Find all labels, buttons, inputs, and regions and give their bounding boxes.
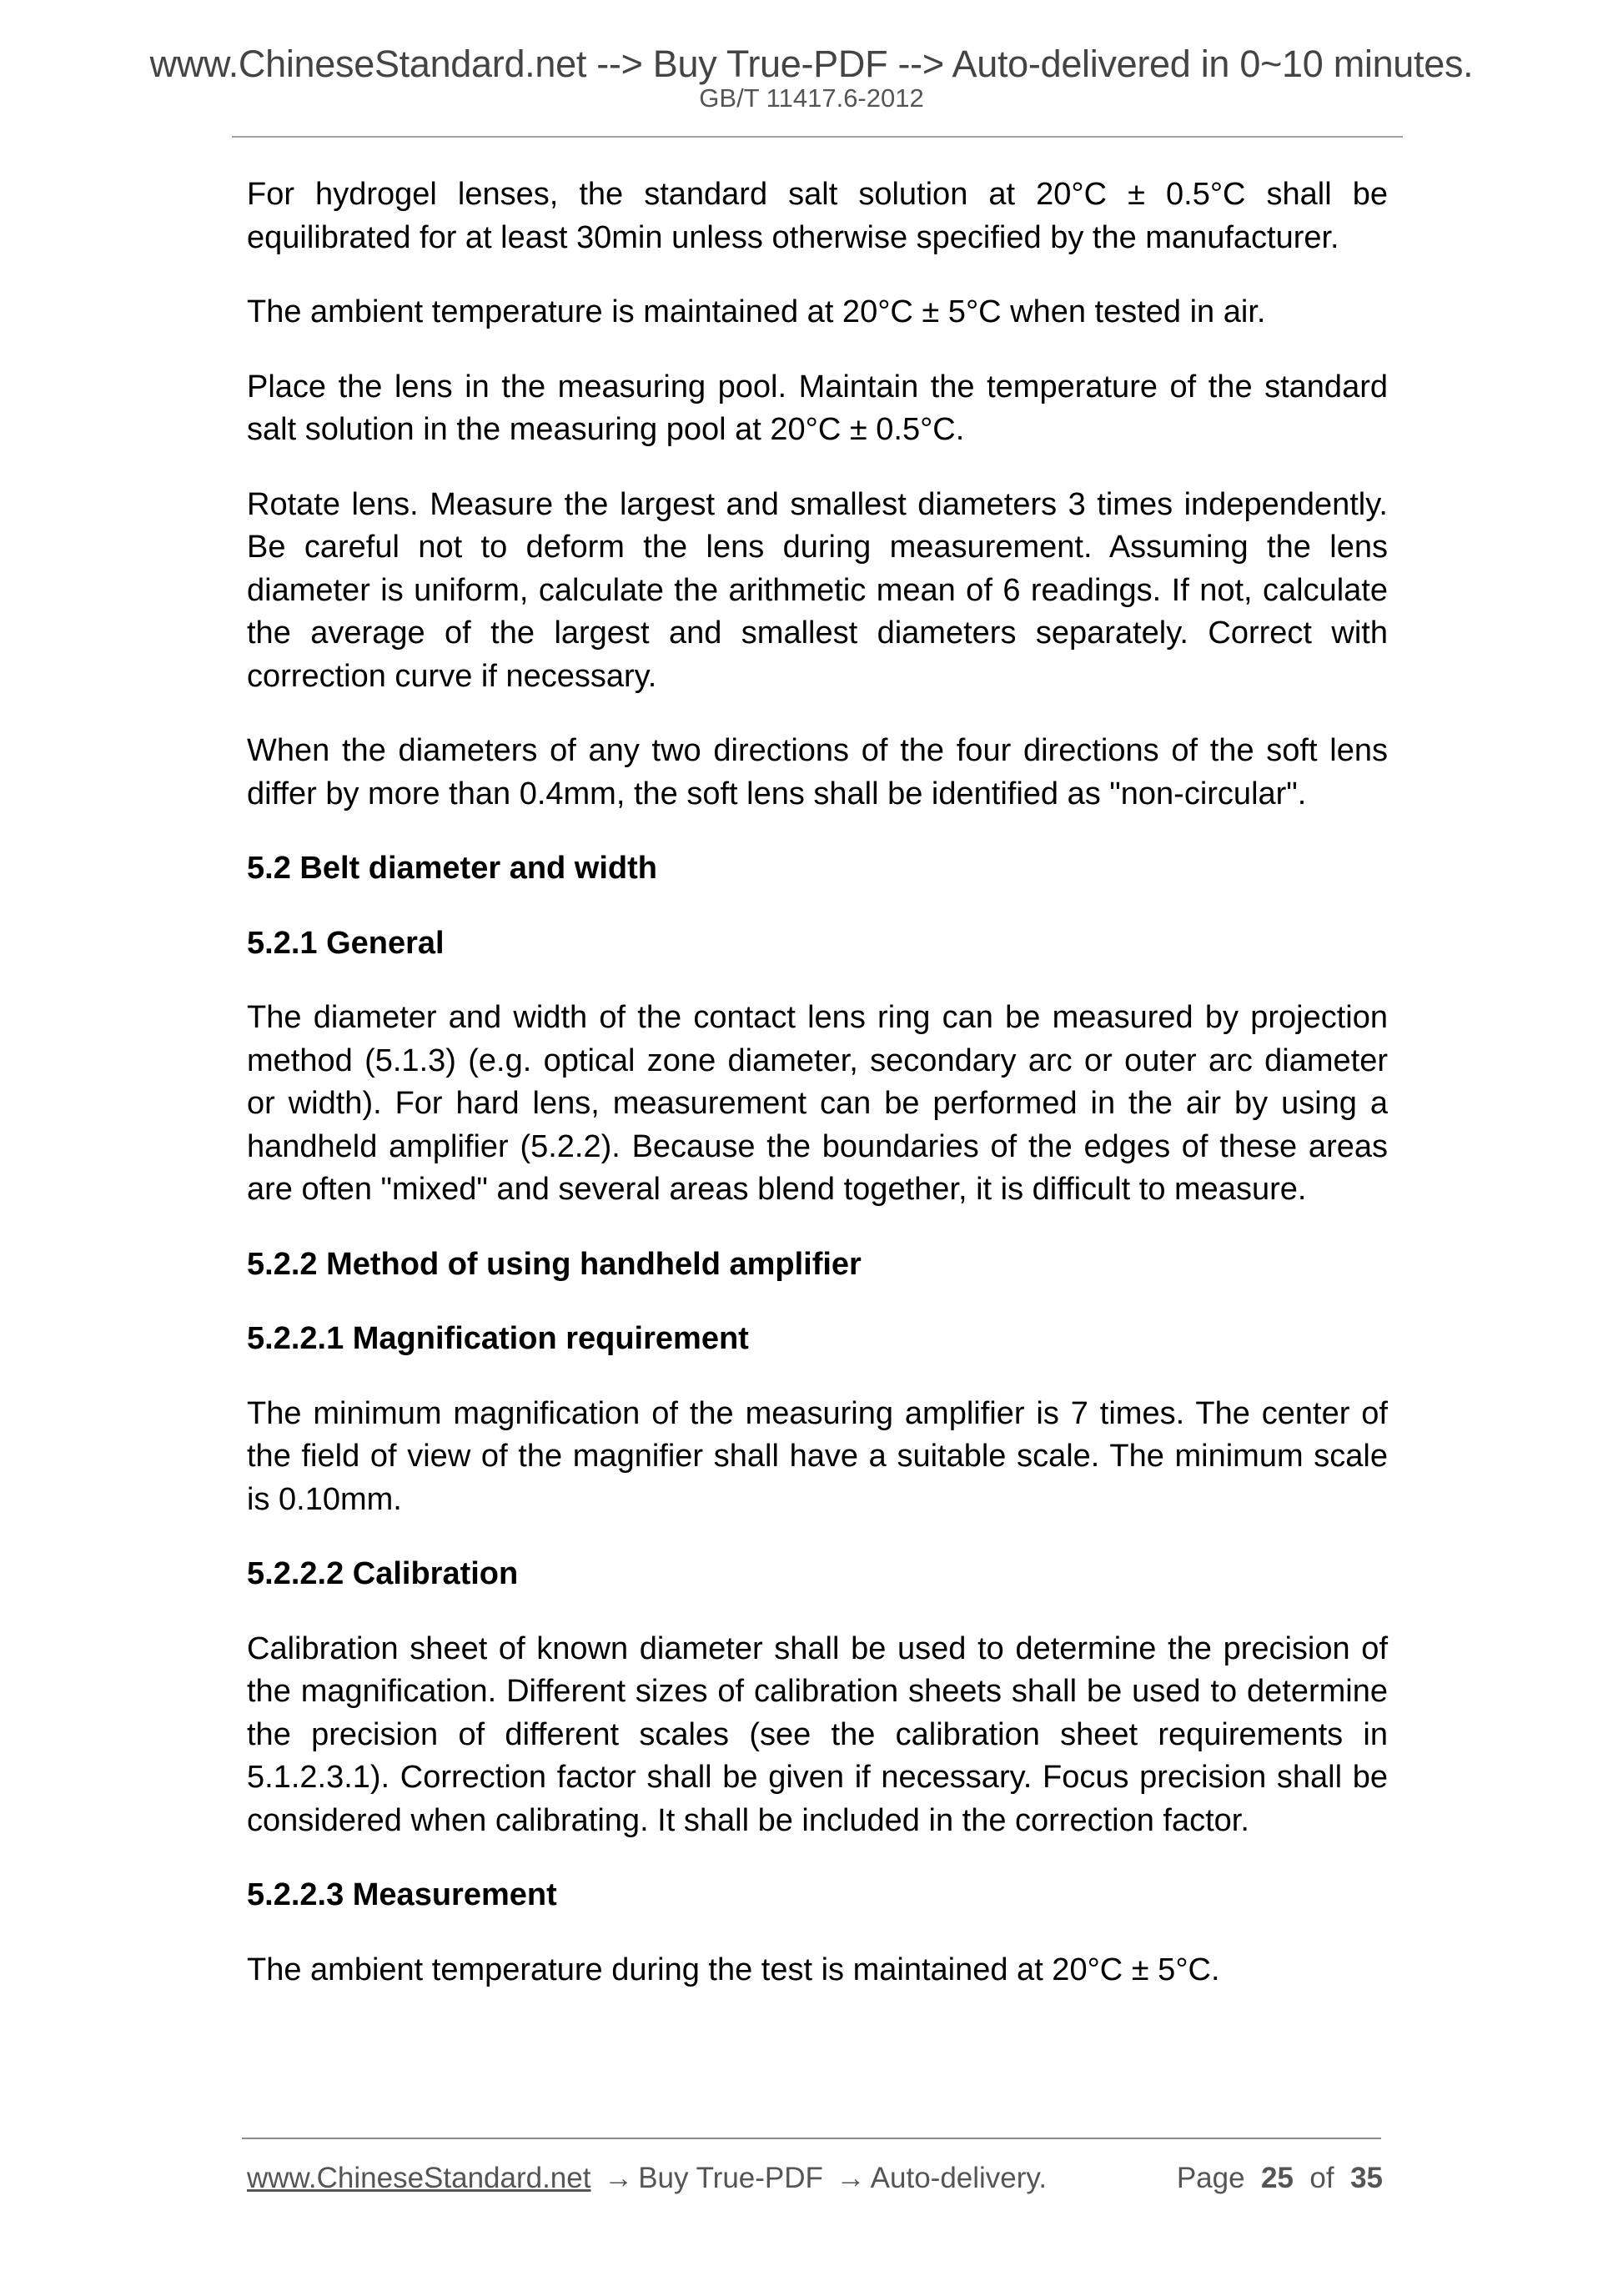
page-current: 25 xyxy=(1261,2162,1294,2194)
paragraph: The ambient temperature during the test is maintained at 20°C ± 5°C. xyxy=(247,1952,1220,1987)
footer-divider xyxy=(242,2138,1381,2139)
paragraph: The ambient temperature is maintained at 20°C ± 5°C when tested in air. xyxy=(247,294,1266,329)
header-divider xyxy=(232,136,1403,138)
section-heading: 5.2.2 Method of using handheld amplifier xyxy=(247,1246,862,1282)
document-id: GB/T 11417.6-2012 xyxy=(699,83,924,113)
page-of-label: of xyxy=(1309,2162,1334,2194)
footer-promo xyxy=(247,2159,1047,2198)
paragraph: When the diameters of any two directions of the four directions of the soft lens differ by more than 0.4mm, the soft lens shall be identified as "non-circular". xyxy=(247,733,1388,811)
paragraph: The diameter and width of the contact lens ring can be measured by projection method (5.1.3) (e.g. optical zone diameter, secondary arc or outer arc diameter or width). For hard lens, measurement can be performed in the air by using a handheld amplifier (5.2.2). Because the boundaries of the edges of these areas are often "mixed" and several areas blend together, it is difficult to measure. xyxy=(247,1000,1388,1207)
section-heading: 5.2.1 General xyxy=(247,925,445,961)
section-heading: 5.2.2.2 Calibration xyxy=(247,1556,519,1591)
section-heading: 5.2.2.1 Magnification requirement xyxy=(247,1321,749,1356)
page-number xyxy=(1177,2159,1383,2198)
header-banner: www.ChineseStandard.net --> Buy True-PDF --> Auto-delivered in 0~10 minutes. xyxy=(149,43,1474,85)
footer-buy-text: Buy True-PDF xyxy=(638,2162,823,2194)
paragraph: Place the lens in the measuring pool. Maintain the temperature of the standard salt solution in the measuring pool at 20°C ± 0.5°C. xyxy=(247,369,1388,447)
section-heading: 5.2 Belt diameter and width xyxy=(247,851,657,886)
site-link[interactable]: www.ChineseStandard.net xyxy=(247,2162,591,2194)
arrow-right-icon: → xyxy=(836,2162,866,2194)
paragraph: Calibration sheet of known diameter shall be used to determine the precision of the magnification. Different sizes of calibration sheets shall be used to determine the precision of different scales (see the calibration sheet requirements in 5.1.2.3.1). Correction factor shall be given if necessary. Focus precision shall be considered when calibrating. It shall be included in the correction factor. xyxy=(247,1630,1388,1838)
page-label: Page xyxy=(1176,2162,1245,2194)
section-heading: 5.2.2.3 Measurement xyxy=(247,1877,557,1912)
document-body xyxy=(247,173,1388,2023)
paragraph: For hydrogel lenses, the standard salt solution at 20°C ± 0.5°C shall be equilibrated for at least 30min unless otherwise specified by the manufacturer. xyxy=(247,177,1388,255)
arrow-right-icon: → xyxy=(604,2162,634,2194)
footer-delivery-text: Auto-delivery. xyxy=(870,2162,1048,2194)
paragraph: The minimum magnification of the measuring amplifier is 7 times. The center of the field of view of the magnifier shall have a suitable scale. The minimum scale is 0.10mm. xyxy=(247,1395,1388,1517)
page-total: 35 xyxy=(1350,2162,1383,2194)
paragraph: Rotate lens. Measure the largest and smallest diameters 3 times independently. Be careful not to deform the lens during measurement. Assuming the lens diameter is uniform, calculate the arithmetic mean of 6 readings. If not, calculate the average of the largest and smallest diameters separately. Correct with correction curve if necessary. xyxy=(247,486,1388,694)
page-footer xyxy=(247,2159,1383,2198)
